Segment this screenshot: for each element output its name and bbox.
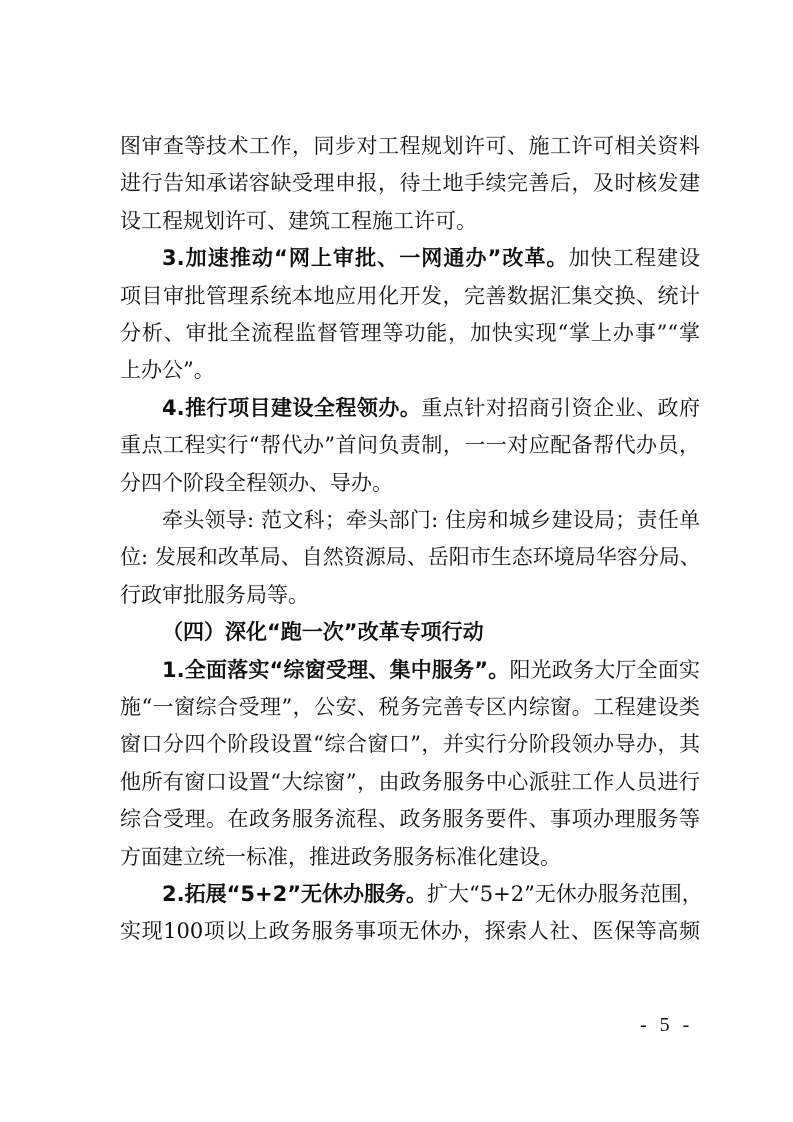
item-3-title: 3.加速推动“网上审批、一网通办”改革。 <box>162 246 569 271</box>
section-heading: （四）深化“跑一次”改革专项行动 <box>162 620 484 645</box>
text-line: 施“一窗综合受理”，公安、税务完善专区内综窗。工程建设类 <box>120 695 700 719</box>
item-1-text: 阳光政务大厅全面实 <box>509 657 701 682</box>
text-line: 分四个阶段全程领办、导办。 <box>120 470 393 495</box>
text-line: 重点工程实行“帮代办”首问负责制，一一对应配备帮代办员， <box>120 433 700 458</box>
text-line: 位: 发展和改革局、自然资源局、岳阳市生态环境局华容分局、 <box>120 545 701 570</box>
text-line: 他所有窗口设置“大综窗”，由政务服务中心派驻工作人员进行 <box>120 769 700 794</box>
item-4-title: 4.推行项目建设全程领办。 <box>162 395 422 420</box>
text-line <box>162 655 700 685</box>
text-line: 项目审批管理系统本地应用化开发，完善数据汇集交换、统计 <box>120 283 700 308</box>
text-line: 行政审批服务局等。 <box>120 582 309 607</box>
text-line: 设工程规划许可、建筑工程施工许可。 <box>120 208 477 233</box>
text-line: 进行告知承诺容缺受理申报，待土地手续完善后，及时核发建 <box>120 171 700 196</box>
page-number: - 5 - <box>640 1014 694 1036</box>
text-line: 上办公”。 <box>120 358 215 383</box>
text-line: 窗口分四个阶段设置“综合窗口”，并实行分阶段领办导办，其 <box>120 732 700 757</box>
text-line <box>162 393 700 423</box>
text-line <box>162 243 700 273</box>
text-line: 实现100项以上政务服务事项无休办，探索人社、医保等高频 <box>120 919 700 944</box>
text-line: 方面建立统一标准，推进政务服务标准化建设。 <box>120 844 561 869</box>
text-line: 牵头领导: 范文科；牵头部门: 住房和城乡建设局；责任单 <box>162 508 700 532</box>
item-3-text: 加快工程建设 <box>568 246 700 271</box>
text-line: 图审查等技术工作，同步对工程规划许可、施工许可相关资料 <box>120 134 700 158</box>
item-2-title: 2.拓展“5+2”无休办服务。 <box>162 882 428 906</box>
text-line: 分析、审批全流程监督管理等功能，加快实现“掌上办事”“掌 <box>120 321 700 345</box>
text-line <box>162 879 703 909</box>
item-1-title: 1.全面落实“综窗受理、集中服务”。 <box>162 657 510 682</box>
item-2-text: 扩大“5+2”无休办服务范围， <box>427 882 703 906</box>
item-4-text: 重点针对招商引资企业、政府 <box>421 395 700 420</box>
text-line: 综合受理。在政务服务流程、政务服务要件、事项办理服务等 <box>120 807 700 832</box>
